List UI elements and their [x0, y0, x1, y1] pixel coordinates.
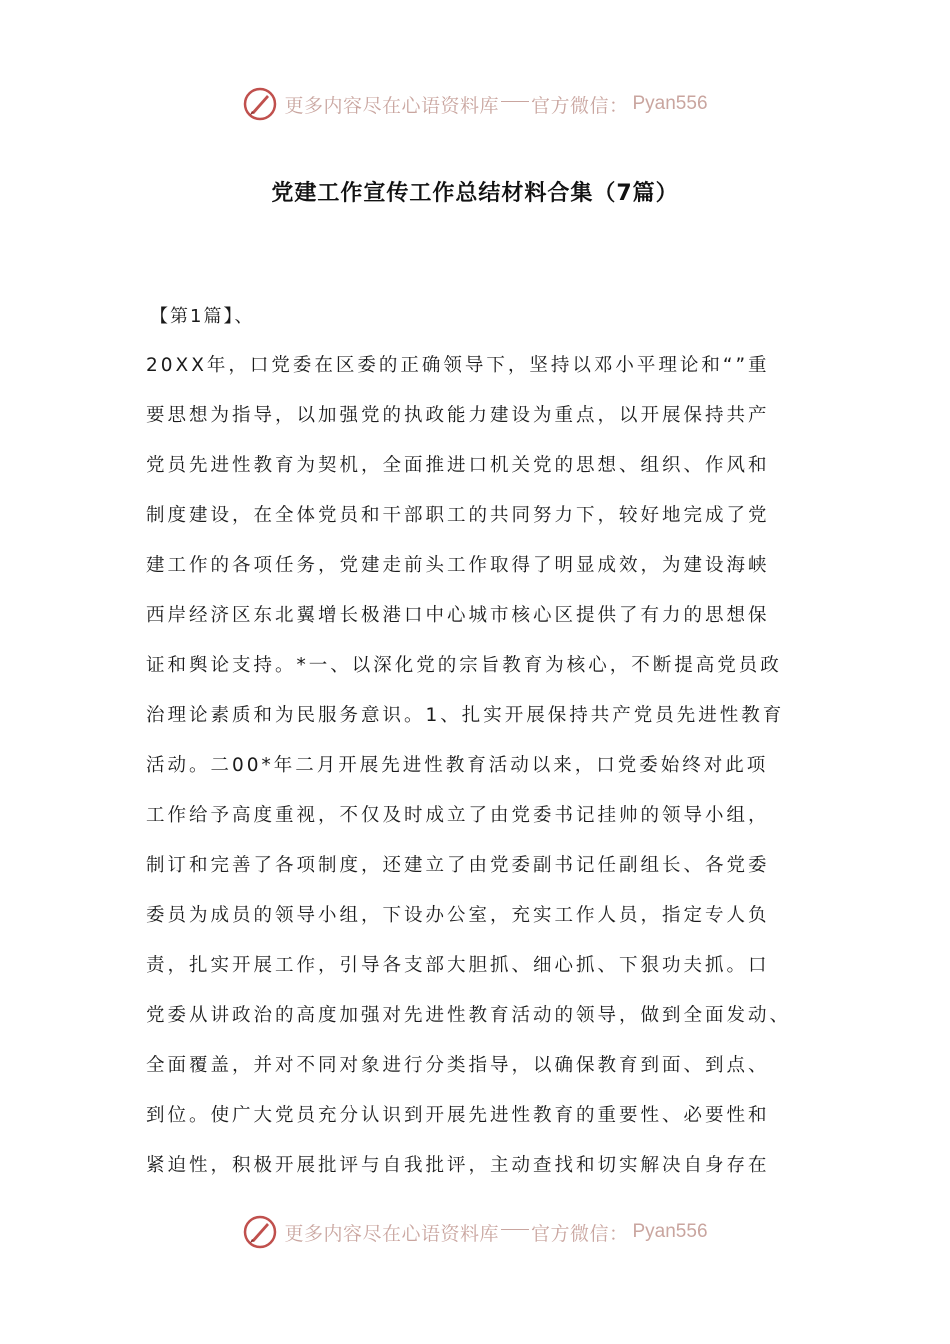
- body-line: 20XX年，口党委在区委的正确领导下，坚持以邓小平理论和“”重: [146, 355, 770, 376]
- watermark-dash-separator: [501, 1229, 529, 1230]
- body-line: 工作给予高度重视，不仅及时成立了由党委书记挂帅的领导小组，: [146, 805, 770, 826]
- document-title: 党建工作宣传工作总结材料合集（7篇）: [271, 181, 679, 206]
- quill-logo-icon: [242, 86, 278, 122]
- watermark-account: Pyan556: [632, 93, 708, 114]
- body-line: 制订和完善了各项制度，还建立了由党委副书记任副组长、各党委: [146, 855, 770, 876]
- body-line: 西岸经济区东北翼增长极港口中心城市核心区提供了有力的思想保: [146, 605, 770, 626]
- body-line: 党委从讲政治的高度加强对先进性教育活动的领导，做到全面发动、: [146, 1005, 792, 1026]
- body-line: 全面覆盖，并对不同对象进行分类指导，以确保教育到面、到点、: [146, 1055, 770, 1076]
- document-body: [146, 346, 816, 1196]
- quill-logo-icon: [242, 1214, 278, 1250]
- body-line: 活动。二00*年二月开展先进性教育活动以来，口党委始终对此项: [146, 755, 769, 776]
- body-line: 建工作的各项任务，党建走前头工作取得了明显成效，为建设海峡: [146, 555, 770, 576]
- watermark-account: Pyan556: [632, 1221, 708, 1242]
- footer-watermark: [0, 1212, 950, 1252]
- header-watermark: [0, 84, 950, 124]
- body-line: 制度建设，在全体党员和干部职工的共同努力下，较好地完成了党: [146, 505, 770, 526]
- body-line: 治理论素质和为民服务意识。1、扎实开展保持共产党员先进性教育: [146, 705, 785, 726]
- body-line: 要思想为指导，以加强党的执政能力建设为重点，以开展保持共产: [146, 405, 770, 426]
- body-line: 紧迫性，积极开展批评与自我批评，主动查找和切实解决自身存在: [146, 1155, 770, 1176]
- body-line: 党员先进性教育为契机，全面推进口机关党的思想、组织、作风和: [146, 455, 770, 476]
- watermark-site-text: 更多内容尽在心语资料库: [284, 94, 499, 117]
- watermark-label: 官方微信：: [530, 94, 629, 117]
- watermark-site-text: 更多内容尽在心语资料库: [284, 1222, 499, 1245]
- section-heading: 【第1篇】、: [150, 306, 255, 327]
- watermark-dash-separator: [501, 101, 529, 102]
- body-line: 到位。使广大党员充分认识到开展先进性教育的重要性、必要性和: [146, 1105, 770, 1126]
- watermark-label: 官方微信：: [530, 1222, 629, 1245]
- body-line: 委员为成员的领导小组，下设办公室，充实工作人员，指定专人负: [146, 905, 770, 926]
- body-line: 责，扎实开展工作，引导各支部大胆抓、细心抓、下狠功夫抓。口: [146, 955, 770, 976]
- body-line: 证和舆论支持。*一、以深化党的宗旨教育为核心，不断提高党员政: [146, 655, 782, 676]
